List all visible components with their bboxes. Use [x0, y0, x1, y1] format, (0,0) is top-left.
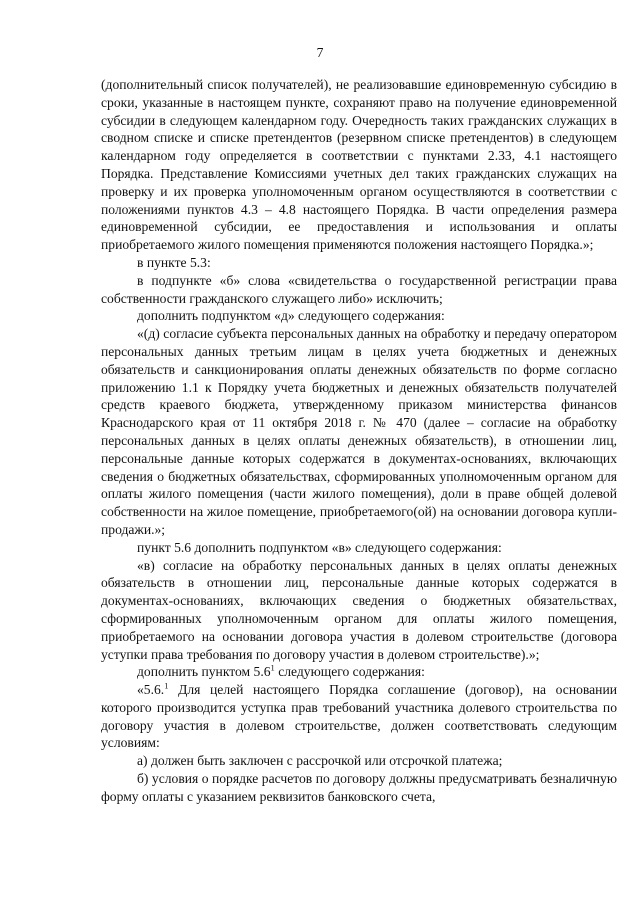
paragraph-text: а) должен быть заключен с рассрочкой или отсрочкой платежа; — [137, 753, 503, 769]
paragraph — [101, 254, 617, 272]
paragraph — [101, 557, 617, 664]
paragraph-text: б) условия о порядке расчетов по договору должны предусматривать безналичную форму оплаты с указанием реквизитов банковского счета, — [101, 771, 617, 804]
paragraph-text: в подпункте «б» слова «свидетельства о государственной регистрации права собственности гражданского служащего либо» исключить; — [101, 272, 617, 306]
paragraph — [101, 770, 617, 806]
paragraph — [101, 681, 617, 752]
paragraph-text: дополнить подпунктом «д» следующего содержания: — [137, 308, 445, 324]
paragraph — [101, 307, 617, 325]
paragraph-text: «(д) согласие субъекта персональных данных на обработку и передачу оператором персональных данных третьим лицам в целях учета бюджетных и денежных обязательств и санкционирования оплаты денежных обязательств по форме согласно приложению 1.1 к Порядку учета бюджетных и денежных обязательств получателей средств краевого бюджета, утвержденному приказом министерства финансов Краснодарского края от 11 октября 2018 г. № 470 (далее – согласие на обработку персональных данных в целях оплаты денежных обязательств), в отношении лиц, персональные данные которых содержатся в документах-основаниях, включающих сведения о бюджетных обязательствах, сформированных уполномоченным органом для оплаты жилого помещения (части жилого помещения), доли в праве общей долевой собственности на жилое помещение, приобретаемого(ой) на основании договора купли-продажи.»; — [101, 326, 617, 537]
page-number: 7 — [316, 45, 324, 60]
paragraph — [101, 76, 617, 254]
paragraph-text: «в) согласие на обработку персональных данных в целях оплаты денежных обязательств в отношении лиц, персональные данные которых содержатся в документах-основаниях, включающих сведения о бюджетных обязательствах, сформированных уполномоченным органом для оплаты жилого помещения, приобретаемого на основании договора участия в долевом строительстве (договора уступки права требования по договору участия в долевом строительстве).»; — [101, 557, 617, 662]
paragraph — [101, 663, 617, 681]
paragraph-text-continued: Для целей настоящего Порядка соглашение (договор), на основании которого производится уступка прав требований участника долевого строительства по договору участия в долевом строительстве, должен соответствовать следующим условиям: — [101, 682, 617, 751]
document-body — [101, 76, 617, 806]
superscript: 1 — [270, 662, 275, 673]
paragraph — [101, 752, 617, 770]
paragraph-text: пункт 5.6 дополнить подпунктом «в» следующего содержания: — [137, 539, 502, 555]
paragraph — [101, 272, 617, 308]
superscript: 1 — [164, 680, 169, 691]
paragraph — [101, 325, 617, 539]
paragraph — [101, 539, 617, 557]
paragraph-text: в пункте 5.3: — [137, 254, 211, 270]
paragraph-text-continued: следующего содержания: — [274, 664, 425, 680]
paragraph-text: (дополнительный список получателей), не реализовавшие единовременную субсидию в сроки, указанные в настоящем пункте, сохраняют право на получение единовременной субсидии в следующем календарном году. Очередность таких гражданских служащих в сводном списке и списке претендентов (резервном списке претендентов) в следующем календарном году определяется в соответствии с пунктами 2.33, 4.1 настоящего Порядка. Представление Комиссиями учетных дел таких гражданских служащих на проверку и их проверка уполномоченным органом осуществляются в соответствии с положениями пунктов 4.3 – 4.8 настоящего Порядка. В части определения размера единовременной субсидии, ее предоставления и использования и оплаты приобретаемого жилого помещения применяются положения настоящего Порядка.»; — [101, 77, 617, 253]
paragraph-text: «5.6. — [137, 682, 165, 698]
paragraph-text: дополнить пунктом 5.6 — [137, 664, 271, 680]
